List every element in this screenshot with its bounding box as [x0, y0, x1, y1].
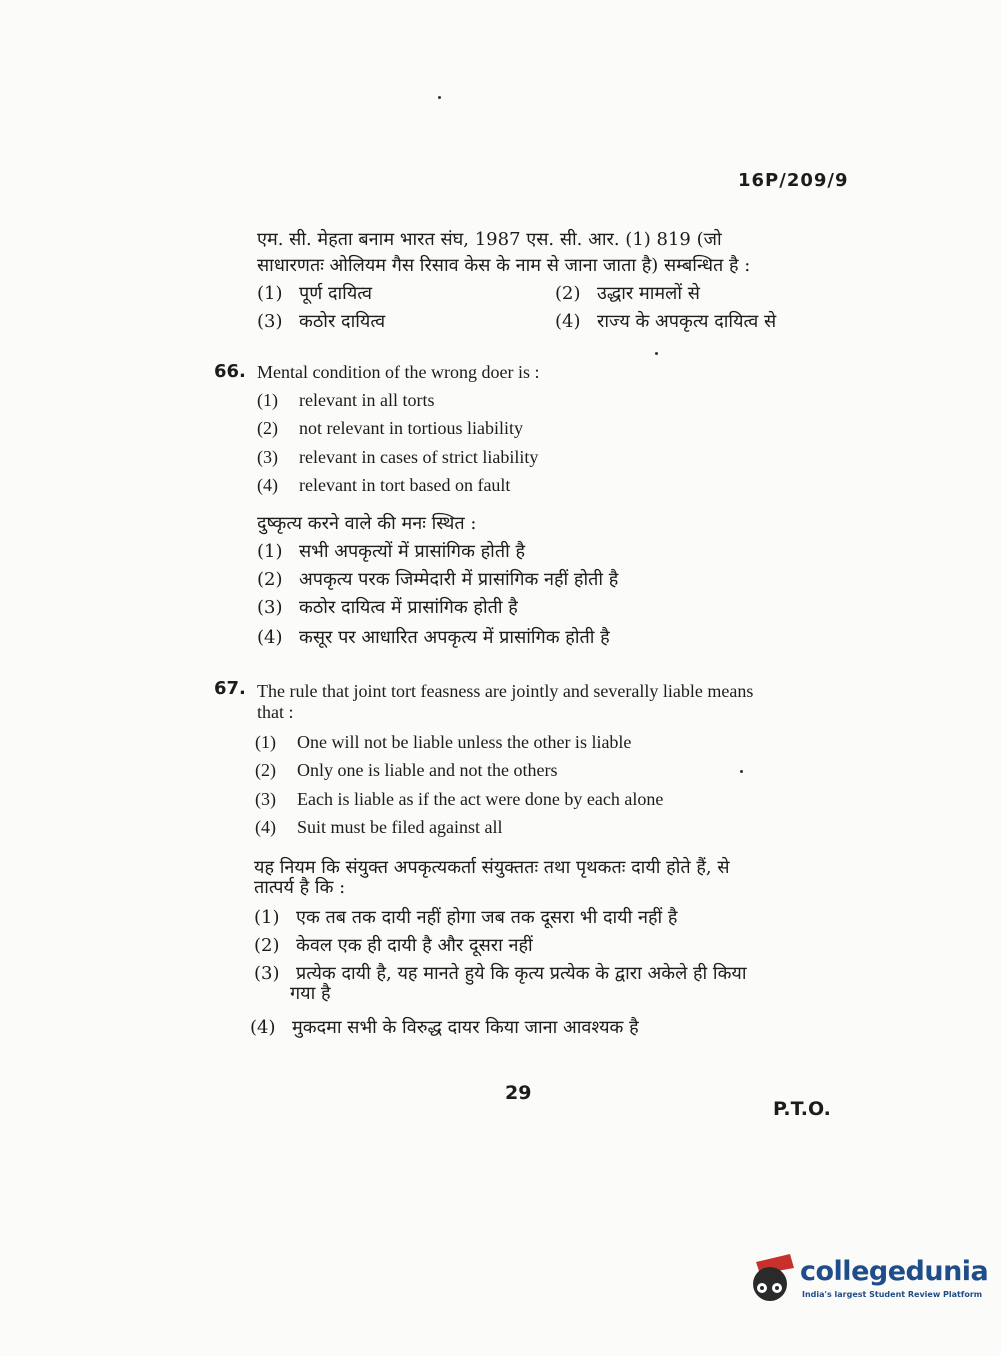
q66-option-2 [257, 416, 523, 440]
q67-hindi-option-1 [254, 906, 677, 930]
scan-speck [438, 96, 441, 99]
option-text: One will not be liable unless the other is liable [297, 732, 632, 752]
option-text: Suit must be filed against all [297, 817, 503, 837]
option-number: (1) [257, 283, 283, 304]
q66-stem: Mental condition of the wrong doer is : [257, 362, 540, 382]
q66-hindi-stem: दुष्कृत्य करने वाले की मनः स्थित : [257, 513, 477, 534]
q66-option-3 [257, 445, 538, 469]
q65-hindi-option-2 [555, 282, 700, 306]
q67-option-1 [255, 730, 631, 754]
brand-tagline: India's largest Student Review Platform [802, 1290, 983, 1299]
collegedunia-logo [742, 1252, 989, 1308]
option-number: (4) [555, 311, 581, 332]
option-number: (2) [254, 935, 280, 956]
option-number: (3) [257, 311, 283, 332]
option-text: केवल एक ही दायी है और दूसरा नहीं [296, 935, 533, 956]
option-text: अपकृत्य परक जिम्मेदारी में प्रासांगिक नहीं होती है [299, 569, 619, 590]
q66-number: 66. [214, 361, 246, 382]
option-number: (4) [257, 627, 283, 648]
mascot-icon [742, 1252, 798, 1308]
q67-hindi-stem-line1: यह नियम कि संयुक्त अपकृत्यकर्ता संयुक्ततः तथा पृथकतः दायी होते हैं, से [254, 857, 730, 878]
q65-hindi-option-4 [555, 310, 776, 334]
option-number: (3) [254, 963, 280, 984]
option-text: मुकदमा सभी के विरुद्ध दायर किया जाना आवश्यक है [292, 1017, 639, 1038]
option-number: (3) [257, 447, 278, 467]
paper-code: 16P/209/9 [738, 170, 849, 191]
option-number: (1) [257, 390, 278, 410]
option-text: प्रत्येक दायी है, यह मानते हुये कि कृत्य प्रत्येक के द्वारा अकेले ही किया [296, 963, 747, 984]
q67-hindi-option-2 [254, 934, 533, 958]
option-number: (2) [555, 283, 581, 304]
option-text: Each is liable as if the act were done by each alone [297, 789, 664, 809]
option-number: (2) [257, 569, 283, 590]
page-number: 29 [505, 1082, 532, 1104]
q65-hindi-stem-line2: साधारणतः ओलियम गैस रिसाव केस के नाम से जाना जाता है) सम्बन्धित है : [257, 255, 751, 276]
q66-option-4 [257, 473, 510, 497]
q65-hindi-option-1 [257, 282, 372, 306]
option-number: (3) [257, 597, 283, 618]
q67-hindi-option-3-continuation: गया है [290, 983, 331, 1004]
q67-stem-line1: The rule that joint tort feasness are jointly and severally liable means [257, 681, 754, 701]
q66-hindi-option-1 [257, 540, 525, 564]
option-text: एक तब तक दायी नहीं होगा जब तक दूसरा भी दायी नहीं है [296, 907, 678, 928]
option-number: (2) [255, 760, 276, 780]
option-text: कसूर पर आधारित अपकृत्य में प्रासांगिक होती है [299, 627, 610, 648]
option-text: relevant in tort based on fault [299, 475, 511, 495]
option-text: कठोर दायित्व [299, 311, 386, 332]
brand-name: collegedunia [800, 1256, 989, 1287]
q66-hindi-option-3 [257, 596, 518, 620]
scan-speck [655, 352, 658, 355]
q67-option-3 [255, 787, 663, 811]
option-text: Only one is liable and not the others [297, 760, 558, 780]
q66-hindi-option-2 [257, 568, 618, 592]
option-text: relevant in cases of strict liability [299, 447, 539, 467]
option-text: कठोर दायित्व में प्रासांगिक होती है [299, 597, 518, 618]
option-number: (4) [257, 475, 278, 495]
option-text: पूर्ण दायित्व [299, 283, 373, 304]
option-text: सभी अपकृत्यों में प्रासांगिक होती है [299, 541, 526, 562]
q67-option-2 [255, 758, 557, 782]
q67-hindi-option-4 [250, 1016, 639, 1040]
option-number: (1) [254, 907, 280, 928]
q65-hindi-option-3 [257, 310, 385, 334]
q67-stem-line2: that : [257, 702, 294, 722]
q65-hindi-stem-line1: एम. सी. मेहता बनाम भारत संघ, 1987 एस. सी. आर. (1) 819 (जो [257, 229, 722, 250]
option-text: उद्धार मामलों से [597, 283, 700, 304]
scan-speck [740, 770, 743, 773]
q66-hindi-option-4 [257, 626, 610, 650]
option-text: relevant in all torts [299, 390, 435, 410]
option-text: राज्य के अपकृत्य दायित्व से [597, 311, 777, 332]
option-number: (4) [250, 1017, 276, 1038]
q66-option-1 [257, 388, 434, 412]
pto-label: P.T.O. [773, 1098, 831, 1120]
q67-number: 67. [214, 678, 246, 699]
q67-option-4 [255, 815, 502, 839]
option-number: (1) [255, 732, 276, 752]
option-number: (3) [255, 789, 276, 809]
option-number: (1) [257, 541, 283, 562]
option-number: (4) [255, 817, 276, 837]
option-number: (2) [257, 418, 278, 438]
q67-hindi-stem-line2: तात्पर्य है कि : [254, 877, 346, 898]
option-text: not relevant in tortious liability [299, 418, 523, 438]
